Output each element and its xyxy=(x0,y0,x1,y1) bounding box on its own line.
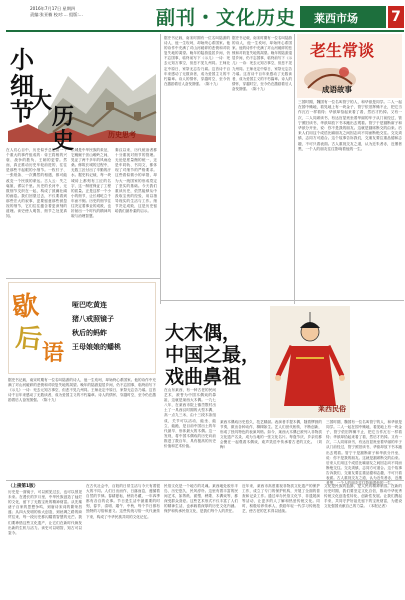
divider-h1 xyxy=(6,278,160,279)
divider-v2 xyxy=(294,34,295,304)
header-rule xyxy=(6,30,404,32)
issue-date: 2016年7月17日 星期四 xyxy=(30,6,76,11)
xiehouyu-line-2: 猪八戒照镜子 xyxy=(72,314,114,323)
article5-body-left: 在山东莱西，有一种古老的民间艺术，被誉为中国木偶戏的鼻祖，这就是莱西大木偶。一九七八年，在莱西市院上镇岱墅村出土了一具西汉时期的大型木偶，高一点九三米，由十三段木条组成，关节可以活动，能坐、能立、能跪，是目前中国出土的年代最早、形体最大的木偶。这一发现，将中国木偶戏的历史向前推进了数百年，具有极高的历史价值和艺术价值。 xyxy=(164,388,216,449)
continued-heading: （上接第1版） xyxy=(8,484,39,489)
calligraphy-title: 成语故事 xyxy=(322,85,352,94)
article2-body-b: 据史书记载，南宋时期有一位名叫陆游的诗人，他一生坎坷，却始终心系国家。他的诗作中充满了对山河破碎的悲愤和对收复失地的渴望。晚年的陆游退居乡间，仍不忘国事，临终前写下《示儿》一诗：死去元知万事空，但悲不见九州同。王师北定中原日，家祭无忘告乃翁。这首诗千百年来感动了无数读者，成为爱国主义的不朽篇章。诗人的情怀，穿越时空，至今仍在激励着后人奋发图强。（陈十九） xyxy=(232,36,292,91)
divider-h3 xyxy=(6,480,404,481)
puppet-title-line1: 大木偶， xyxy=(165,322,242,344)
article1-body-mid: 长城是中华民族的象征，它蜿蜒于崇山峻岭之间，见证了两千多年的风雨沧桑。修筑长城的过程中，无数工匠付出了辛勤的汗水。据史料记载，每一块城砖上都刻有工匠的名字，这一制度保证了工程的质量。正是这样一个小小的细节，让长城屹立千年而不倒。历史的细节往往决定着事业的成败，也折射出一个时代的精神风貌与治理智慧。 xyxy=(71,148,111,219)
bottom-col-4: 近年来，莱西市高度重视非物质文化遗产的保护工作，成立了专门的保护机构，开展了全面的普查和记录工作。通过举办民俗文化节、非遗展演等活动，让更多的人了解和热爱传统文化。同时，积极培养传承人，鼓励年轻一代学习传统技艺，使古老的艺术得以延续。 xyxy=(242,484,320,514)
title-jie: 节 xyxy=(10,97,34,126)
bottom-col-3: 民俗文化是一个地方的灵魂。莱西地处胶东半岛，历史悠久，民风淳朴。这里有着丰富的民间艺术，如剪纸、面塑、秧歌、木偶戏等，都深受群众喜爱。这些艺术形式不仅丰富了人们的精神生活，也承载着深厚的历史文化内涵。保护和传承民俗文化，是我们每个人的责任。 xyxy=(164,484,238,514)
xiehouyu-char1: 歇 xyxy=(10,290,41,324)
puppet-illustration xyxy=(270,306,350,418)
puppet-title-line3: 戏曲鼻祖 xyxy=(165,366,242,388)
corner-title: 老生常谈 xyxy=(310,41,375,60)
article4-body: 据史书记载，南宋时期有一位名叫陆游的诗人，他一生坎坷，却始终心系国家。他的诗作中充满了对山河破碎的悲愤和对收复失地的渴望。晚年的陆游退居乡间，仍不忘国事，临终前写下《示儿》一诗：死去元知万事空，但悲不见九州同。王师北定中原日，家祭无忘告乃翁。这首诗千百年来感动了无数读者，成为爱国主义的不朽篇章。诗人的情怀，穿越时空，至今仍在激励着后人奋发图强。（陈十九） xyxy=(8,378,156,403)
xiehouyu-char2: 后 xyxy=(14,322,44,356)
column-history-thinking: 历史思考 xyxy=(108,131,136,139)
paper-name: 莱西市场 xyxy=(314,12,358,25)
title-da: 大 xyxy=(30,88,53,114)
title-xi: 细 xyxy=(10,71,34,100)
article3-body: 三国时期，魏国有一位名叫管宁的人，和华歆是同学。二人一起在园中锄地，看见地上有一块金子，管宁依旧挥锄不止，把它当作瓦石一样看待；华歆却拾起来看了看，然后才扔掉。又有一次，二人同席读书，有达官显贵坐着华丽的车子从门前经过，管宁照旧读书，华歆却放下书本跑出去观看。管宁于是割断席子和华歆分开坐，说：你不是我的朋友。这就是割席断交的由来。后来人们用这个成语比喻朋友之间因志向不同而断绝交往。交友须慎，志同方可道合。这个故事告诉我们，交朋友要注重品德和志趣，不可只看表面。古人重视交友之道，认为近朱者赤，近墨者黑，一个人的朋友往往影响着他的一生。 xyxy=(298,100,402,151)
masthead: 副刊・文化历史 xyxy=(156,7,297,29)
puppet-image xyxy=(270,306,350,418)
puppet-title-line2: 中国之最， xyxy=(165,344,261,366)
article1-body-left: 在人们心目中，历史似乎总是由一个个重大的事件组成的：帝王将相的兴衰、战争的胜负、王朝的更替。然而，真正推动历史车轮前进的，往往是那些不起眼的小细节。一枚钉子、一张纸条、一次偶然的相遇，都可能改变一个民族的命运。古人云：失之毫厘，谬以千里。历史的长河中，无数细节交织在一起，构成了波澜壮阔的画卷。我们回望过去，不仅要看到那些宏大的叙事，更要留意那些被忽视的细节，它们往往蕴含着更深刻的道理。读史使人明智，细节之处见真知。 xyxy=(6,148,67,219)
article5-body-right: 莱西木偶戏历史悠久，技艺精湛。表演者手提木偶，随着锣鼓的节奏，做出各种动作，栩栩如生。艺人们世代相传，不断创新，形成了独具特色的表演风格。如今，莱西大木偶已被列入非物质文化遗产名录，成为当地的一张文化名片。每逢节庆，乡亲们都会聚在一起观看木偶戏，欢声笑语中传承着古老的文化。（刘梅） xyxy=(220,420,322,450)
xiehouyu-char3: 语 xyxy=(42,340,65,366)
divider-v1 xyxy=(160,34,161,304)
article2-body: 据史书记载，南宋时期有一位名叫陆游的诗人，他一生坎坷，却始终心系国家。他的诗作中充满了对山河破碎的悲愤和对收复失地的渴望。晚年的陆游退居乡间，仍不忘国事，临终前写下《示儿》一诗：死去元知万事空，但悲不见九州同。王师北定中原日，家祭无忘告乃翁。这首诗千百年来感动了无数读者，成为爱国主义的不朽篇章。诗人的情怀，穿越时空，至今仍在激励着后人奋发图强。（陈十九） xyxy=(164,36,230,86)
xiehouyu-line-1: 哑巴吃黄连 xyxy=(72,300,107,309)
xiehouyu-line-4: 王母娘娘的蟠桃 xyxy=(72,342,121,351)
title-shi: 史 xyxy=(52,128,75,154)
article1-body-right: 秦汉以来，历代统治者都十分重视对细节的管理。无论是度量衡的统一，还是车同轨、书同文，都体现了对细节的严格要求。这些看似微小的举措，却为大一统国家的形成奠定了坚实的基础。今天我们重读历史，依然能够从中汲取宝贵的经验，用以指导现实的生活与工作。细节决定成败，这是历史留给我们最朴素的启示。 xyxy=(115,148,157,214)
title-xiao: 小 xyxy=(10,45,34,74)
article3-body-cont: 三国时期，魏国有一位名叫管宁的人，和华歆是同学。二人一起在园中锄地，看见地上有一块金子，管宁依旧挥锄不止，把它当作瓦石一样看待；华歆却拾起来看了看，然后才扔掉。又有一次，二人同席读书，有达官显贵坐着华丽的车子从门前经过，管宁照旧读书，华歆却放下书本跑出去观看。管宁于是割断席子和华歆分开坐，说：你不是我的朋友。这就是割席断交的由来。后来人们用这个成语比喻朋友之间因志向不同而断绝交往。交友须慎，志同方可道合。这个故事告诉我们，交朋友要注重品德和志趣，不可只看表面。古人重视交友之道，认为近朱者赤，近墨者黑，一个人的朋友往往影响着他的一生。 xyxy=(326,420,402,486)
header-info xyxy=(30,6,120,17)
xiehouyu-line-3: 秋后的蚂蚱 xyxy=(72,328,107,337)
bottom-col-1: 历史是一面镜子，可以照见过去，也可以预见未来。在漫长的岁月里，中华民族创造了灿烂的文化，留下了无数宝贵的精神财富。从先秦诸子百家的思想争鸣，到唐诗宋词的繁荣昌盛；从四大发明的伟大创造，到丝绸之路的商贸往来，每一段历史都闪耀着智慧的光芒。我们要珍惜这些文化遗产，让它们在新时代焕发出新的生机与活力。读史可以明智，知古可以鉴今。 xyxy=(8,490,82,535)
column-folk-custom: 莱西民俗 xyxy=(318,405,346,413)
bottom-col-2: 在古代社会中，百姓的日常生活与今天有着很大的不同。人们日出而作，日落而息，遵循着自然的节律。春耕夏耘，秋收冬藏，一年四季都有各自的农事。节日是生活中最重要的时刻，春节、清明、端午、中秋，每个节日都有独特的习俗和意义。这些传统习俗一代代流传下来，构成了中华民族共同的文化记忆。 xyxy=(86,484,160,519)
divider-h2 xyxy=(160,300,404,301)
page-number: 7 xyxy=(388,6,404,28)
editor-credits: 责编:张亚楠 校对:… 组版:… xyxy=(30,11,83,17)
xiehouyu-list xyxy=(72,300,154,352)
title-li: 历 xyxy=(52,104,75,130)
bottom-col-5: 文化是民族的血脉，是人民的精神家园。在新的历史时期，我们要坚定文化自信，推动中华优秀传统文化创造性转化、创新性发展。让我们携起手来，共同守护好祖先留下的宝贵财富，为建设文化强国贡献自己的力量。（本报记者） xyxy=(324,484,402,509)
